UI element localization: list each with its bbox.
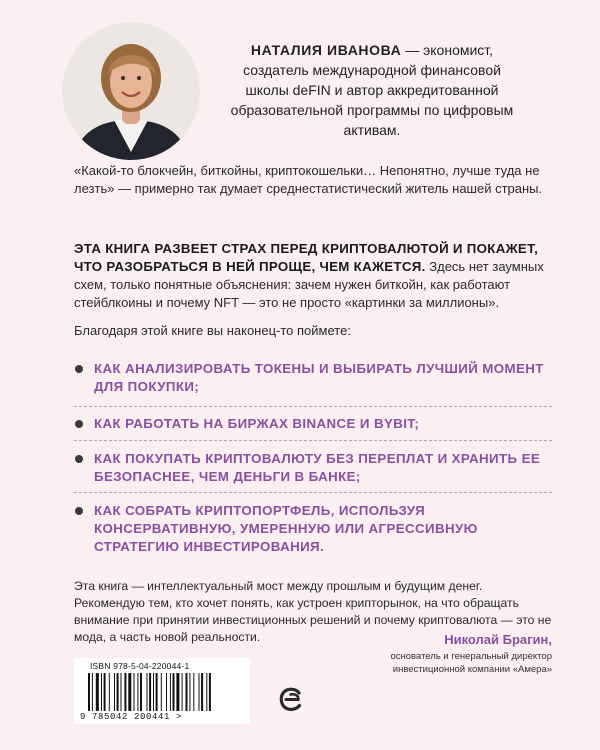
intro-line: Благодаря этой книге вы наконец-то поймете: <box>74 323 351 338</box>
bullet-dot-icon <box>75 365 83 373</box>
isbn-number: ISBN 978-5-04-220044-1 <box>90 661 190 671</box>
author-bio <box>222 40 522 140</box>
divider <box>74 440 552 441</box>
divider <box>74 406 552 407</box>
bullet-dot-icon <box>75 455 83 463</box>
benefit-item <box>74 502 554 556</box>
barcode-bars-icon <box>88 673 236 713</box>
main-paragraph <box>74 240 544 312</box>
main-paragraph-lead: ЭТА КНИГА РАЗВЕЕТ СТРАХ ПЕРЕД КРИПТОВАЛЮТОЙ И ПОКАЖЕТ, ЧТО РАЗОБРАТЬСЯ В НЕЙ ПРОЩЕ, ЧЕМ КАЖЕТСЯ. <box>74 241 539 274</box>
author-name: НАТАЛИЯ ИВАНОВА <box>250 42 402 58</box>
main-paragraph-body: Здесь нет заумных схем, только понятные объяснения: зачем нужен биткойн, как работают стейблкоины и почему NFT — это не просто «картинки за миллионы». <box>74 259 544 310</box>
bullet-dot-icon <box>75 507 83 515</box>
benefit-item <box>74 415 419 433</box>
benefit-item <box>74 360 554 396</box>
benefit-text: КАК АНАЛИЗИРОВАТЬ ТОКЕНЫ И ВЫБИРАТЬ ЛУЧШИЙ МОМЕНТ ДЛЯ ПОКУПКИ; <box>94 361 544 394</box>
reviewer-name: Николай Брагин, <box>444 632 552 647</box>
barcode-digits: 9 785042 200441 > <box>80 712 183 722</box>
benefit-text: КАК ПОКУПАТЬ КРИПТОВАЛЮТУ БЕЗ ПЕРЕПЛАТ И ХРАНИТЬ ЕЕ БЕЗОПАСНЕЕ, ЧЕМ ДЕНЬГИ В БАНКЕ; <box>94 451 541 484</box>
author-photo <box>62 22 200 160</box>
bullet-dot-icon <box>75 420 83 428</box>
author-portrait-image <box>62 22 200 160</box>
reviewer-signature <box>390 632 552 676</box>
quote-paragraph: «Какой-то блокчейн, биткойны, криптокошельки… Непонятно, лучше туда не лезть» — примерно так думает среднестатистический житель нашей страны. <box>74 163 543 196</box>
isbn-barcode <box>74 658 250 724</box>
author-description: — экономист, создатель международной финансовой школы deFIN и автор аккредитованной образовательной программы по цифровым активам. <box>230 42 514 138</box>
reviewer-role-line-1: основатель и генеральный директор <box>390 651 552 662</box>
benefit-text: КАК СОБРАТЬ КРИПТОПОРТФЕЛЬ, ИСПОЛЬЗУЯ КОНСЕРВАТИВНУЮ, УМЕРЕННУЮ ИЛИ АГРЕССИВНУЮ СТРАТЕГИЮ ИНВЕСТИРОВАНИЯ. <box>94 503 478 554</box>
reviewer-role-line-2: инвестиционной компании «Амера» <box>392 664 552 675</box>
review-quote: Эта книга — интеллектуальный мост между прошлым и будущим денег. Рекомендую тем, кто хочет понять, как устроен крипторынок, на что обращать внимание при принятии инвестиционных решений и почему криптовалюта — это не мода, а часть новой реальности. <box>74 579 552 644</box>
publisher-logo-icon <box>278 686 304 712</box>
benefit-text: КАК РАБОТАТЬ НА БИРЖАХ BINANCE И BYBIT; <box>94 416 420 431</box>
benefit-item <box>74 450 554 486</box>
divider <box>74 492 552 493</box>
